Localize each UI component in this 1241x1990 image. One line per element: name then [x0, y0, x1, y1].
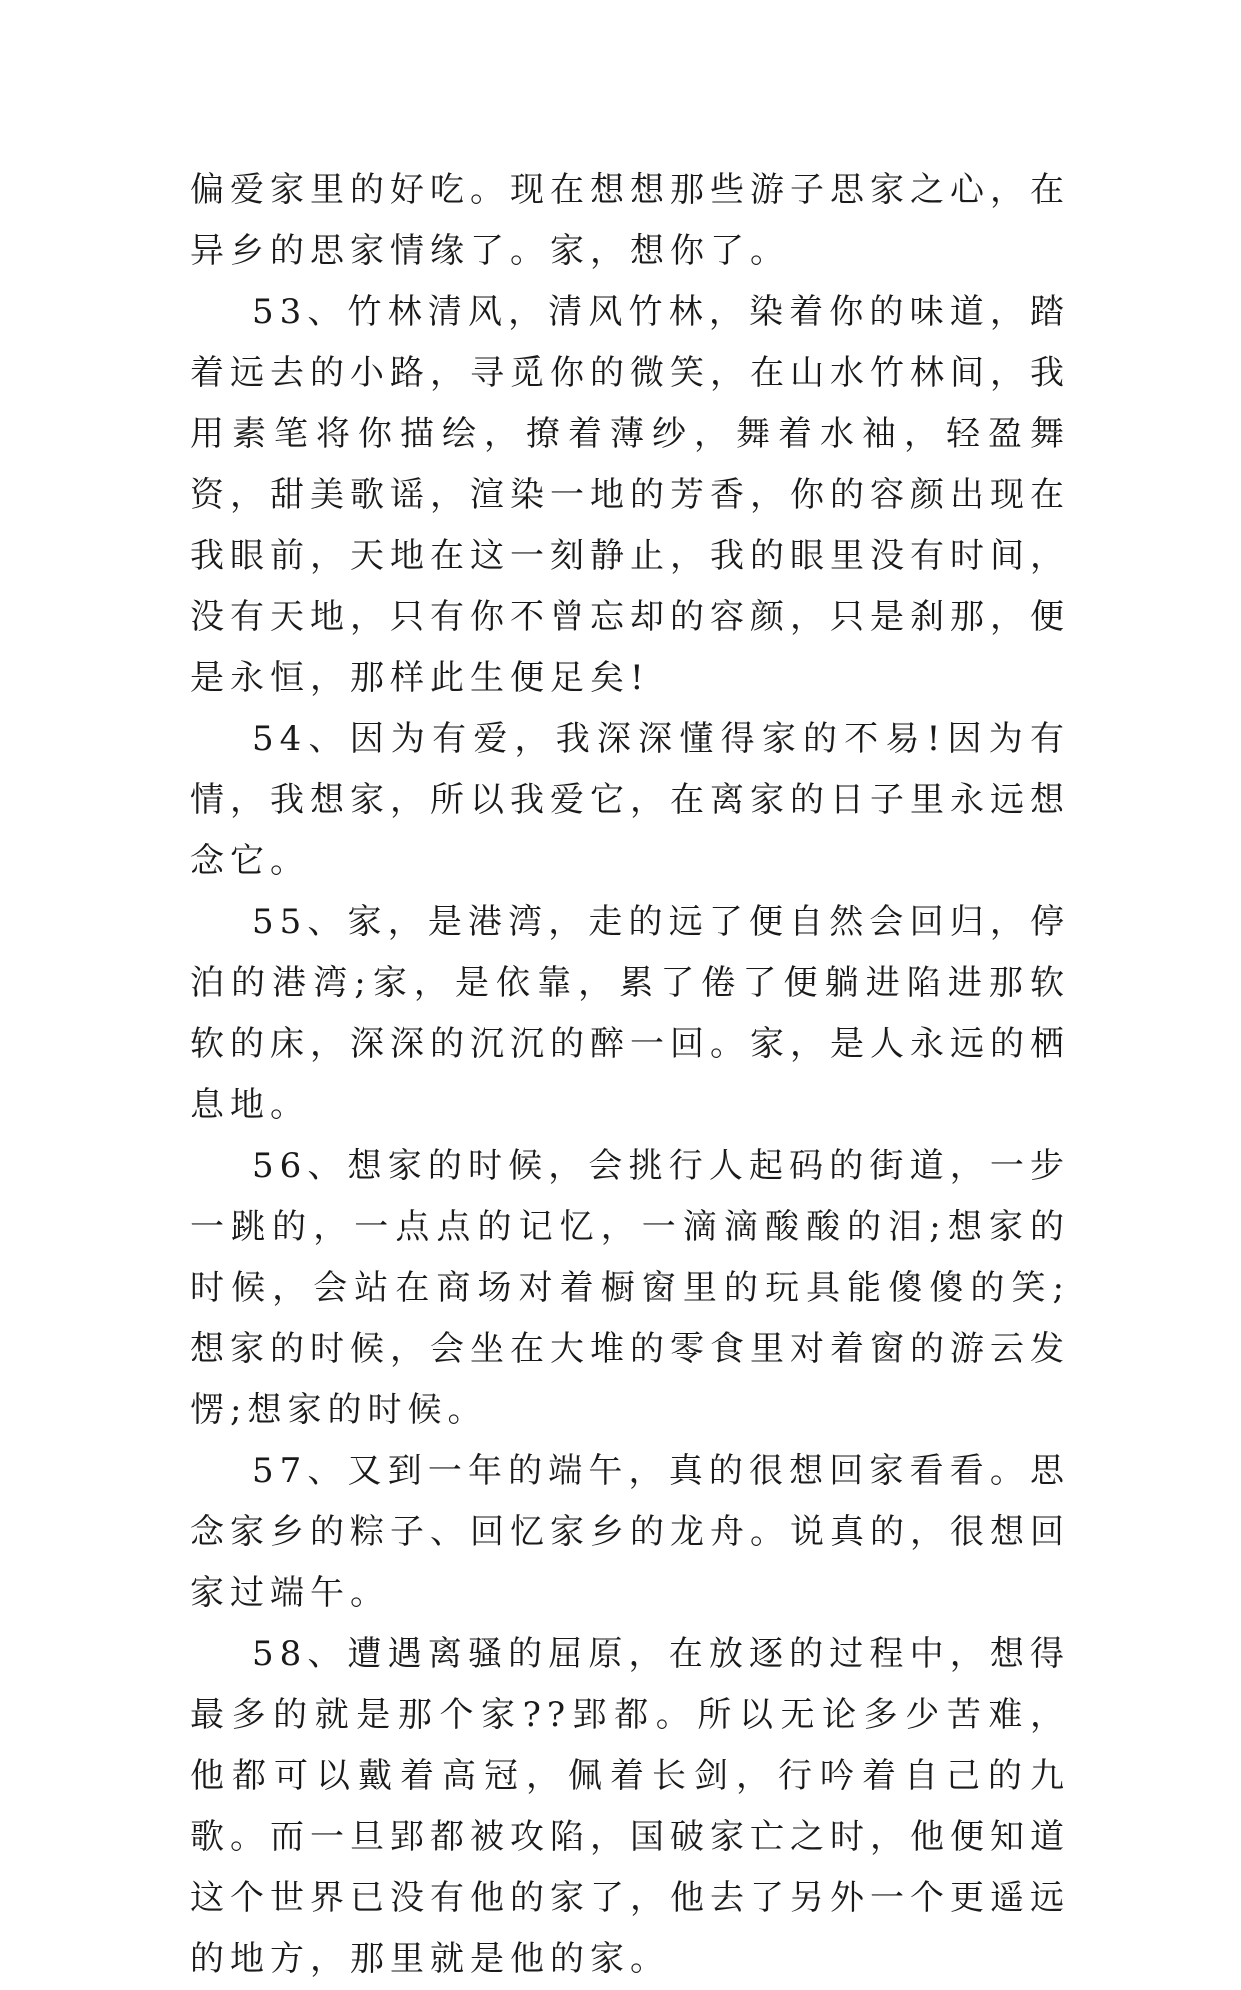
paragraph-54: 54、因为有爱，我深深懂得家的不易!因为有情，我想家，所以我爱它，在离家的日子里永远想念它。	[190, 719, 1070, 881]
paragraph-56: 56、想家的时候，会挑行人起码的街道，一步一跳的，一点点的记忆，一滴滴酸酸的泪;想家的时候，会站在商场对着橱窗里的玩具能傻傻的笑;想家的时候，会坐在大堆的零食里对着窗的游云发愣;想家的时候。	[190, 1146, 1070, 1430]
paragraph-57: 57、又到一年的端午，真的很想回家看看。思念家乡的粽子、回忆家乡的龙舟。说真的，很想回家过端午。	[190, 1451, 1070, 1613]
paragraph-continuation: 偏爱家里的好吃。现在想想那些游子思家之心，在异乡的思家情缘了。家，想你了。	[190, 170, 1070, 271]
paragraph-55: 55、家，是港湾，走的远了便自然会回归，停泊的港湾;家，是依靠，累了倦了便躺进陷进那软软的床，深深的沉沉的醉一回。家，是人永远的栖息地。	[190, 902, 1070, 1125]
document-body	[190, 160, 1070, 1990]
paragraph-53: 53、竹林清风，清风竹林，染着你的味道，踏着远去的小路，寻觅你的微笑，在山水竹林间，我用素笔将你描绘，撩着薄纱，舞着水袖，轻盈舞资，甜美歌谣，渲染一地的芳香，你的容颜出现在我眼前，天地在这一刻静止，我的眼里没有时间，没有天地，只有你不曾忘却的容颜，只是刹那，便是永恒，那样此生便足矣!	[190, 292, 1070, 698]
paragraph-58: 58、遭遇离骚的屈原，在放逐的过程中，想得最多的就是那个家??郢都。所以无论多少苦难，他都可以戴着高冠，佩着长剑，行吟着自己的九歌。而一旦郢都被攻陷，国破家亡之时，他便知道这个世界已没有他的家了，他去了另外一个更遥远的地方，那里就是他的家。	[190, 1634, 1070, 1979]
